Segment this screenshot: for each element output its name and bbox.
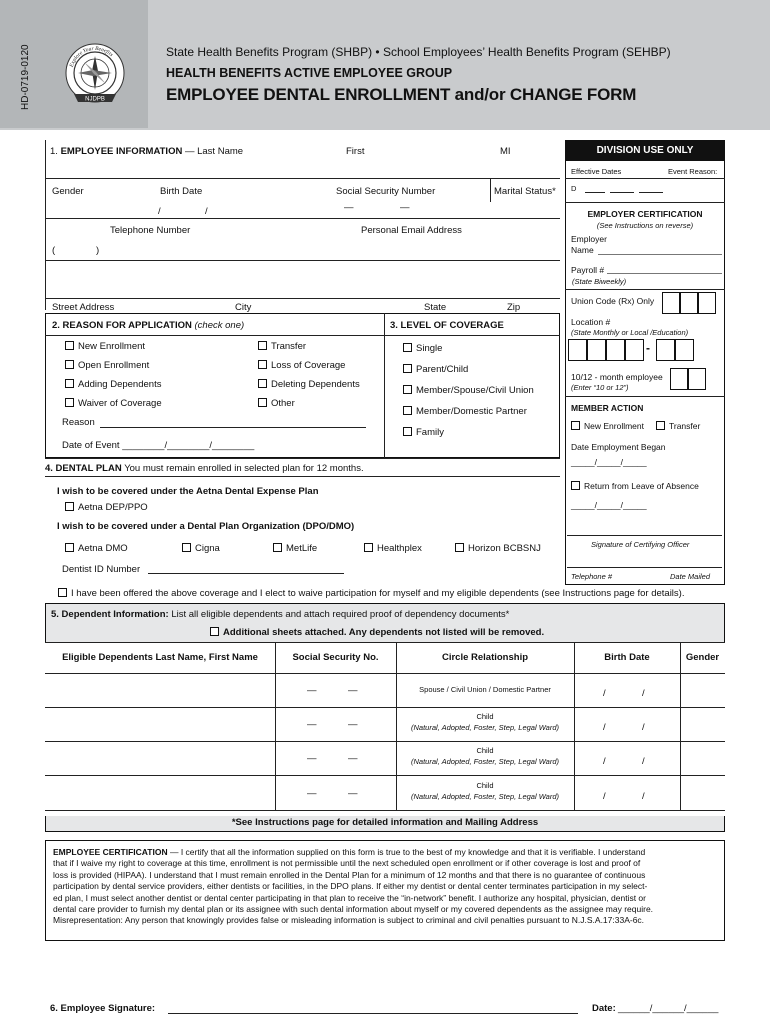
divider [45, 741, 725, 742]
compass-seal-icon [62, 42, 128, 108]
return-loa-checkbox[interactable]: Return from Leave of Absence [571, 481, 699, 491]
waive-checkbox[interactable]: I have been offered the above coverage and I elect to waive participation for myself and my eligible dependents (see Instructions page for details). [58, 588, 684, 599]
divider [45, 140, 46, 310]
phone-paren: ) [96, 245, 100, 256]
union-code-box[interactable] [698, 292, 716, 314]
date-of-event[interactable]: Date of Event ________/________/________ [62, 440, 255, 451]
city-label: City [235, 302, 252, 313]
division-title: DIVISION USE ONLY [566, 141, 724, 161]
ssn-dash: — [348, 753, 358, 764]
birth-date-slash: / [642, 791, 645, 802]
relationship-option[interactable]: Child [476, 746, 494, 755]
divider [45, 178, 560, 179]
divider [45, 218, 560, 219]
relationship-detail: (Natural, Adopted, Foster, Step, Legal Ward) [411, 723, 559, 732]
sig-certifying-label: Signature of Certifying Officer [591, 540, 690, 549]
divider [45, 260, 560, 261]
employer-cert-heading: EMPLOYER CERTIFICATION [587, 209, 703, 219]
divider [45, 642, 725, 643]
divider [45, 775, 725, 776]
additional-sheets-checkbox[interactable]: Additional sheets attached. Any dependents not listed will be removed. [210, 627, 544, 638]
telephone-label: Telephone Number [110, 225, 191, 236]
ten-twelve-box[interactable] [670, 368, 688, 390]
signature-line[interactable] [567, 535, 722, 536]
reason-label: Reason [62, 417, 95, 428]
adding-dependents-checkbox[interactable]: Adding Dependents [65, 379, 161, 390]
location-box[interactable] [568, 339, 587, 361]
date-label: Date: [592, 1003, 616, 1014]
date-employment-label: Date Employment Began [571, 442, 666, 452]
divider [565, 178, 725, 179]
new-enrollment-checkbox[interactable]: New Enrollment [65, 341, 145, 352]
divider [565, 202, 725, 203]
employer-name-line[interactable] [598, 254, 722, 255]
see-instructions-mailing: *See Instructions page for detailed information and Mailing Address [231, 817, 539, 828]
divider [45, 335, 560, 336]
member-domestic-checkbox[interactable]: Member/Domestic Partner [403, 406, 527, 417]
divider [45, 476, 560, 477]
return-date-blank[interactable]: _____/_____/_____ [571, 500, 647, 510]
zip-label: Zip [507, 302, 521, 313]
divider [45, 458, 560, 459]
birth-date-slash: / [642, 688, 645, 699]
col-birth-date: Birth Date [604, 652, 650, 663]
telephone-division-label: Telephone # [571, 572, 613, 581]
payroll-line[interactable] [607, 273, 722, 274]
event-reason-label: Event Reason: [668, 167, 718, 176]
birth-date-slash: / [603, 791, 606, 802]
employer-label: Employer [571, 234, 607, 244]
payroll-label: Payroll # [571, 265, 605, 275]
relationship-detail: (Natural, Adopted, Foster, Step, Legal Ward) [411, 757, 559, 766]
first-name-label: First [346, 146, 365, 157]
birth-date-label: Birth Date [160, 186, 203, 197]
healthplex-checkbox[interactable]: Healthplex [364, 543, 422, 554]
njdpb-logo [62, 42, 128, 108]
state-monthly-note: (State Monthly or Local /Education) [571, 328, 689, 337]
location-dash: - [646, 341, 650, 355]
relationship-option[interactable]: Child [476, 712, 494, 721]
union-code-box[interactable] [662, 292, 680, 314]
location-label: Location # [571, 317, 611, 327]
cigna-checkbox[interactable]: Cigna [182, 543, 220, 554]
ssn-dash: — [348, 788, 358, 799]
form-code: HD-0719-0120 [20, 44, 31, 110]
aetna-expense-line: I wish to be covered under the Aetna Dental Expense Plan [57, 486, 319, 497]
ssn-dash: — [400, 202, 410, 213]
phone-paren: ( [52, 245, 56, 256]
col-relationship: Circle Relationship [441, 652, 529, 663]
see-instructions-note: (See Instructions on reverse) [596, 221, 694, 230]
state-label: State [424, 302, 447, 313]
gender-label: Gender [52, 186, 84, 197]
birth-date-slash: / [158, 206, 161, 217]
page-title: EMPLOYEE DENTAL ENROLLMENT and/or CHANGE FORM [166, 85, 637, 104]
reason-line[interactable] [100, 427, 366, 428]
dependents-table [45, 642, 725, 816]
sec5-heading: 5. Dependent Information: List all eligible dependents and attach required proof of dependency documents* [51, 609, 510, 620]
date-blank[interactable]: ______/______/______ [618, 1003, 719, 1014]
svg-text:Explore Your Benefits: Explore Your Benefits [68, 45, 114, 68]
birth-date-slash: / [603, 688, 606, 699]
dpo-line: I wish to be covered under a Dental Plan Organization (DPO/DMO) [57, 521, 355, 532]
dentist-id-line[interactable] [148, 573, 344, 574]
relationship-option[interactable]: Spouse / Civil Union / Domestic Partner [419, 685, 551, 694]
birth-date-slash: / [603, 756, 606, 767]
transfer-checkbox[interactable]: Transfer [258, 341, 306, 352]
phone-line[interactable] [567, 567, 722, 568]
division-use-panel [565, 140, 725, 585]
ssn-dash: — [344, 202, 354, 213]
union-code-label: Union Code (Rx) Only [571, 296, 655, 306]
divider [490, 178, 491, 202]
sec3-heading: 3. LEVEL OF COVERAGE [390, 320, 504, 331]
deleting-dependents-checkbox[interactable]: Deleting Dependents [258, 379, 360, 390]
ssn-dash: — [307, 753, 317, 764]
ten-twelve-label: 10/12 - month employee [571, 372, 663, 382]
location-box[interactable] [587, 339, 606, 361]
mi-label: MI [500, 146, 511, 157]
divider [45, 298, 560, 299]
date-blank [585, 192, 605, 193]
union-code-box[interactable] [680, 292, 698, 314]
divider [45, 707, 725, 708]
street-label: Street Address [52, 302, 115, 313]
marital-status-label: Marital Status* [494, 186, 556, 197]
program-line: State Health Benefits Program (SHBP) • School Employees’ Health Benefits Program (SEHBP) [166, 45, 671, 59]
birth-date-slash: / [205, 206, 208, 217]
ssn-dash: — [348, 685, 358, 696]
waiver-checkbox[interactable]: Waiver of Coverage [65, 398, 162, 409]
divider [680, 642, 681, 810]
horizon-checkbox[interactable]: Horizon BCBSNJ [455, 543, 541, 554]
ssn-label: Social Security Number [336, 186, 436, 197]
sec1-heading: 1. EMPLOYEE INFORMATION — Last Name [50, 146, 244, 157]
aetna-dep-checkbox[interactable]: Aetna DEP/PPO [65, 502, 148, 513]
date-blank [639, 192, 663, 193]
d-label: D [571, 184, 577, 193]
parent-child-checkbox[interactable]: Parent/Child [403, 364, 468, 375]
employer-name-label: Name [571, 245, 594, 255]
other-checkbox[interactable]: Other [258, 398, 295, 409]
relationship-detail: (Natural, Adopted, Foster, Step, Legal Ward) [411, 792, 559, 801]
dentist-id-label: Dentist ID Number [62, 564, 141, 575]
family-checkbox[interactable]: Family [403, 427, 444, 438]
certification-text: EMPLOYEE CERTIFICATION — I certify that all the information supplied on this form is true to the best of my knowledge and that it is verifiable. I understand that if I waive my right to coverage at this time, enrollment is not permissible until the next scheduled open enrollment or if other coverage is lost and proof of loss is provided (HIPAA). I understand that I must remain enrolled in the Dental Plan for a minimum of 12 months and that there is no guarantee of continuous participation by dental service providers, either dentists or facilities, in the DPO plans. If either my dentist or dental center terminates participation in my select- ed plan, I must select another dentist or dental center participating in that plan to receive the “in-network” benefit. I authorize any hospital, physician, dentist or dental care provider to furnish my dental plan or its assignee with such dental information about myself or my covered dependents as the assignee may require. Misrepresentation: Any person that knowingly provides false or misleading information is subject to criminal and civil penalties pursuant to N.J.S.A.17:33A-6c. [53, 847, 654, 926]
member-action-heading: MEMBER ACTION [571, 403, 644, 413]
birth-date-slash: / [642, 722, 645, 733]
division-new-enrollment-checkbox[interactable]: New Enrollment [571, 421, 644, 431]
ssn-dash: — [307, 719, 317, 730]
location-box[interactable] [675, 339, 694, 361]
employee-signature-label: 6. Employee Signature: [50, 1003, 156, 1014]
divider [565, 289, 725, 290]
open-enrollment-checkbox[interactable]: Open Enrollment [65, 360, 149, 371]
group-line: HEALTH BENEFITS ACTIVE EMPLOYEE GROUP [166, 66, 453, 80]
state-biweekly-note: (State Biweekly) [572, 277, 627, 286]
effective-dates-label: Effective Dates [571, 167, 622, 176]
col-ssn: Social Security No. [292, 652, 379, 663]
metlife-checkbox[interactable]: MetLife [273, 543, 317, 554]
single-checkbox[interactable]: Single [403, 343, 442, 354]
divider [574, 642, 575, 810]
col-dependent-name: Eligible Dependents Last Name, First Name [62, 652, 258, 663]
ssn-dash: — [348, 719, 358, 730]
ten-twelve-box[interactable] [688, 368, 706, 390]
col-gender: Gender [685, 652, 720, 663]
location-box[interactable] [606, 339, 625, 361]
divider [45, 810, 725, 811]
member-spouse-checkbox[interactable]: Member/Spouse/Civil Union [403, 385, 534, 396]
email-label: Personal Email Address [361, 225, 462, 236]
employee-signature-line[interactable] [168, 1013, 578, 1014]
birth-date-slash: / [642, 756, 645, 767]
location-box[interactable] [656, 339, 675, 361]
ssn-dash: — [307, 788, 317, 799]
sec2-heading: 2. REASON FOR APPLICATION (check one) [52, 320, 245, 331]
location-box[interactable] [625, 339, 644, 361]
divider [45, 673, 725, 674]
date-blank [610, 192, 634, 193]
division-transfer-checkbox[interactable]: Transfer [656, 421, 700, 431]
birth-date-slash: / [603, 722, 606, 733]
ssn-dash: — [307, 685, 317, 696]
aetna-dmo-checkbox[interactable]: Aetna DMO [65, 543, 128, 554]
loss-coverage-checkbox[interactable]: Loss of Coverage [258, 360, 345, 371]
date-employment-blank[interactable]: _____/_____/_____ [571, 457, 647, 467]
enter-note: (Enter “10 or 12”) [571, 383, 629, 392]
relationship-option[interactable]: Child [476, 781, 494, 790]
date-mailed-label: Date Mailed [670, 572, 711, 581]
divider [275, 642, 276, 810]
sec4-heading: 4. DENTAL PLAN You must remain enrolled in selected plan for 12 months. [45, 463, 364, 474]
svg-text:NJDPB: NJDPB [85, 96, 105, 103]
divider [565, 396, 725, 397]
